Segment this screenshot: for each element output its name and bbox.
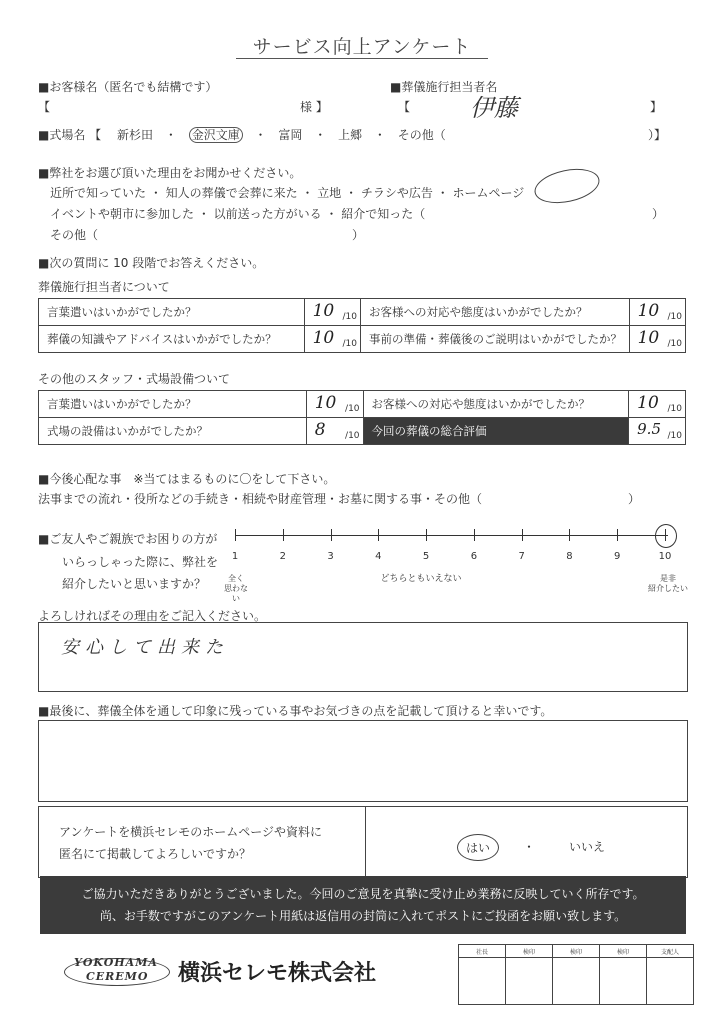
score-denominator: /10 — [342, 312, 357, 322]
staff-open-bracket: 【 — [398, 100, 411, 114]
venue-option[interactable]: 上郷 — [338, 128, 363, 142]
scale-tick[interactable] — [235, 529, 236, 541]
publish-permission-box — [38, 806, 688, 878]
scale-tick-label: 8 — [566, 551, 573, 562]
venue-separator: ・ — [373, 128, 386, 142]
publish-yes-option[interactable]: はい — [457, 834, 499, 861]
score-cell[interactable] — [306, 418, 363, 445]
scale-tick[interactable] — [617, 529, 618, 541]
venue-option[interactable]: 富岡 — [278, 128, 303, 142]
overall-rating-label: 今回の葬儀の総合評価 — [363, 418, 629, 445]
scale-high-label — [640, 574, 696, 594]
score-cell[interactable] — [304, 326, 360, 353]
stamp-header: 検印 — [600, 945, 647, 958]
recommend-scale-line — [235, 535, 668, 536]
scale-tick-label: 6 — [470, 551, 478, 562]
score-value: 10 — [314, 393, 337, 413]
table-row — [39, 299, 686, 326]
venue-separator: ・ — [314, 128, 327, 142]
title-underline — [236, 58, 488, 59]
score-value: 10 — [637, 328, 660, 348]
table-row — [39, 326, 686, 353]
final-comment-textbox[interactable] — [38, 720, 688, 802]
stamp-header-row — [459, 945, 694, 958]
stamp-cell[interactable] — [647, 958, 694, 1005]
reason-other[interactable]: その他（ — [50, 228, 99, 242]
customer-label: ■お客様名（匿名でも結構です） — [38, 80, 218, 94]
scale-tick[interactable] — [283, 529, 284, 541]
thanks-banner — [40, 876, 686, 934]
overall-score-cell[interactable] — [629, 418, 686, 445]
venue-close: ）】 — [648, 128, 667, 142]
section2-heading: その他のスタッフ・式場設備ついて — [38, 372, 231, 386]
venue-option-other[interactable]: その他（ — [397, 128, 446, 142]
customer-suffix: 様 】 — [300, 100, 328, 114]
stamp-cell[interactable] — [506, 958, 553, 1005]
score-denominator: /10 — [345, 431, 360, 441]
scale-tick[interactable] — [331, 529, 332, 541]
scale-tick-label: 9 — [614, 551, 621, 562]
score-cell[interactable] — [306, 391, 363, 418]
customer-open-bracket: 【 — [38, 100, 51, 114]
scale-tick-label: 2 — [279, 551, 286, 562]
rating-intro: ■次の質問に 10 段階でお答えください。 — [38, 256, 265, 270]
score-value: 8 — [314, 420, 326, 440]
scale-mid-label: どちらともいえない — [380, 574, 462, 584]
staff-close-bracket: 】 — [650, 100, 663, 114]
stamp-header: 支配人 — [647, 945, 694, 958]
thanks-line-2: 尚、お手数ですがこのアンケート用紙は返信用の封筒に入れてポストにご投函をお願い致します。 — [99, 909, 627, 923]
thanks-line-1: ご協力いただきありがとうございました。今回のご意見を真摯に受け止め業務に反映していく所存です。 — [81, 887, 645, 901]
page-title: サービス向上アンケート — [252, 36, 472, 58]
reason-selected-circle — [531, 163, 602, 208]
company-name: 横浜セレモ株式会社 — [178, 961, 377, 986]
scale-tick[interactable] — [378, 529, 379, 541]
logo-text-bottom: CEREMO — [86, 970, 149, 983]
scale-tick-label: 10 — [658, 551, 672, 562]
scale-tick-label: 3 — [327, 551, 334, 562]
overall-score-value: 9.5 — [637, 420, 661, 438]
score-denominator: /10 — [667, 339, 682, 349]
publish-question-1: アンケートを横浜セレモのホームページや資料に — [59, 825, 323, 839]
scale-tick-label: 7 — [518, 551, 525, 562]
score-cell[interactable] — [629, 326, 685, 353]
concerns-options[interactable]: 法事までの流れ・役所などの手続き・相続や財産管理・お墓に関する事・その他（ — [38, 492, 483, 506]
reason-other-close: ） — [352, 228, 365, 242]
scale-tick[interactable] — [569, 529, 570, 541]
publish-divider — [365, 807, 366, 877]
reason-free-answer: 安心して出来た — [61, 637, 229, 658]
stamp-cell[interactable] — [553, 958, 600, 1005]
scale-low-label-1: 全く — [228, 574, 244, 583]
stamp-header: 検印 — [506, 945, 553, 958]
score-denominator: /10 — [342, 339, 357, 349]
facility-rating-table — [38, 390, 686, 445]
venue-option[interactable]: 新杉田 — [117, 128, 154, 142]
venue-separator: ・ — [254, 128, 267, 142]
venue-separator: ・ — [164, 128, 177, 142]
stamp-header: 社長 — [459, 945, 506, 958]
section1-heading: 葬儀施行担当者について — [38, 280, 170, 294]
stamp-cell[interactable] — [600, 958, 647, 1005]
question: 式場の設備はいかがでしたか？ — [39, 418, 307, 445]
recommend-question-2: いらっしゃった際に、弊社を — [62, 555, 219, 569]
concerns-close: ） — [628, 492, 641, 506]
score-denominator: /10 — [667, 404, 682, 414]
score-value: 10 — [312, 328, 335, 348]
scale-tick[interactable] — [474, 529, 475, 541]
score-cell[interactable] — [629, 391, 686, 418]
question: お客様への対応や態度はいかがでしたか？ — [360, 299, 629, 326]
stamp-body-row — [459, 958, 694, 1005]
stamp-cell[interactable] — [459, 958, 506, 1005]
scale-tick-label: 4 — [375, 551, 382, 562]
scale-low-label — [222, 574, 250, 604]
scale-tick-label: 1 — [231, 551, 239, 562]
score-value: 10 — [312, 301, 335, 321]
scale-high-label-2: 紹介したい — [648, 584, 688, 593]
concerns-label: ■今後心配な事 ※当てはまるものに〇をして下さい。 — [38, 472, 336, 486]
question: 言葉遣いはいかがでしたか？ — [39, 299, 305, 326]
staff-name-handwritten: 伊藤 — [470, 94, 518, 122]
publish-no-option[interactable]: いいえ — [569, 840, 606, 854]
recommend-question-1: ■ご友人やご親族でお困りの方が — [38, 532, 218, 546]
scale-high-label-1: 是非 — [660, 574, 676, 583]
table-row — [39, 418, 686, 445]
scale-low-label-2: 思わない — [224, 584, 248, 603]
recommend-question-3: 紹介したいと思いますか？ — [62, 577, 207, 591]
scale-tick[interactable] — [522, 529, 523, 541]
score-value: 10 — [637, 393, 659, 413]
question: お客様への対応や態度はいかがでしたか？ — [363, 391, 629, 418]
reason-line2-close: ） — [652, 207, 665, 221]
approval-stamp-table — [458, 944, 694, 1005]
ceremo-logo-mark — [60, 956, 170, 986]
table-row — [39, 391, 686, 418]
venue-option-selected[interactable]: 金沢文庫 — [189, 127, 243, 143]
score-denominator: /10 — [345, 404, 360, 414]
staff-label: ■葬儀施行担当者名 — [390, 80, 498, 94]
stamp-header: 検印 — [553, 945, 600, 958]
reason-free-label: よろしければその理由をご記入ください。 — [38, 609, 267, 623]
question: 葬儀の知識やアドバイスはいかがでしたか？ — [39, 326, 305, 353]
publish-separator: ・ — [523, 840, 536, 854]
reason-free-textbox[interactable] — [38, 622, 688, 692]
final-comment-label: ■最後に、葬儀全体を通して印象に残っている事やお気づきの点を記載して頂けると幸いです。 — [38, 704, 553, 718]
reason-options-line1[interactable]: 近所で知っていた ・ 知人の葬儀で会葬に来た ・ 立地 ・ チラシや広告 ・ ホームページ — [50, 186, 525, 200]
scale-tick[interactable] — [426, 529, 427, 541]
question: 言葉遣いはいかがでしたか？ — [39, 391, 307, 418]
publish-question-2: 匿名にて掲載してよろしいですか？ — [59, 847, 252, 861]
question: 事前の準備・葬儀後のご説明はいかがでしたか？ — [360, 326, 629, 353]
scale-tick-label: 5 — [422, 551, 430, 562]
venue-options — [117, 126, 446, 143]
venue-label: ■式場名 【 — [38, 128, 102, 142]
scale-selected-circle — [655, 524, 677, 548]
logo-text-top: YOKOHAMA — [74, 956, 158, 969]
score-cell[interactable] — [629, 299, 685, 326]
score-denominator: /10 — [667, 312, 682, 322]
reason-label: ■弊社をお選び頂いた理由をお聞かせください。 — [38, 166, 302, 180]
score-value: 10 — [637, 301, 660, 321]
score-denominator: /10 — [667, 431, 682, 441]
staff-rating-table — [38, 298, 686, 353]
score-cell[interactable] — [304, 299, 360, 326]
reason-options-line2[interactable]: イベントや朝市に参加した ・ 以前送った方がいる ・ 紹介で知った（ — [50, 207, 426, 221]
